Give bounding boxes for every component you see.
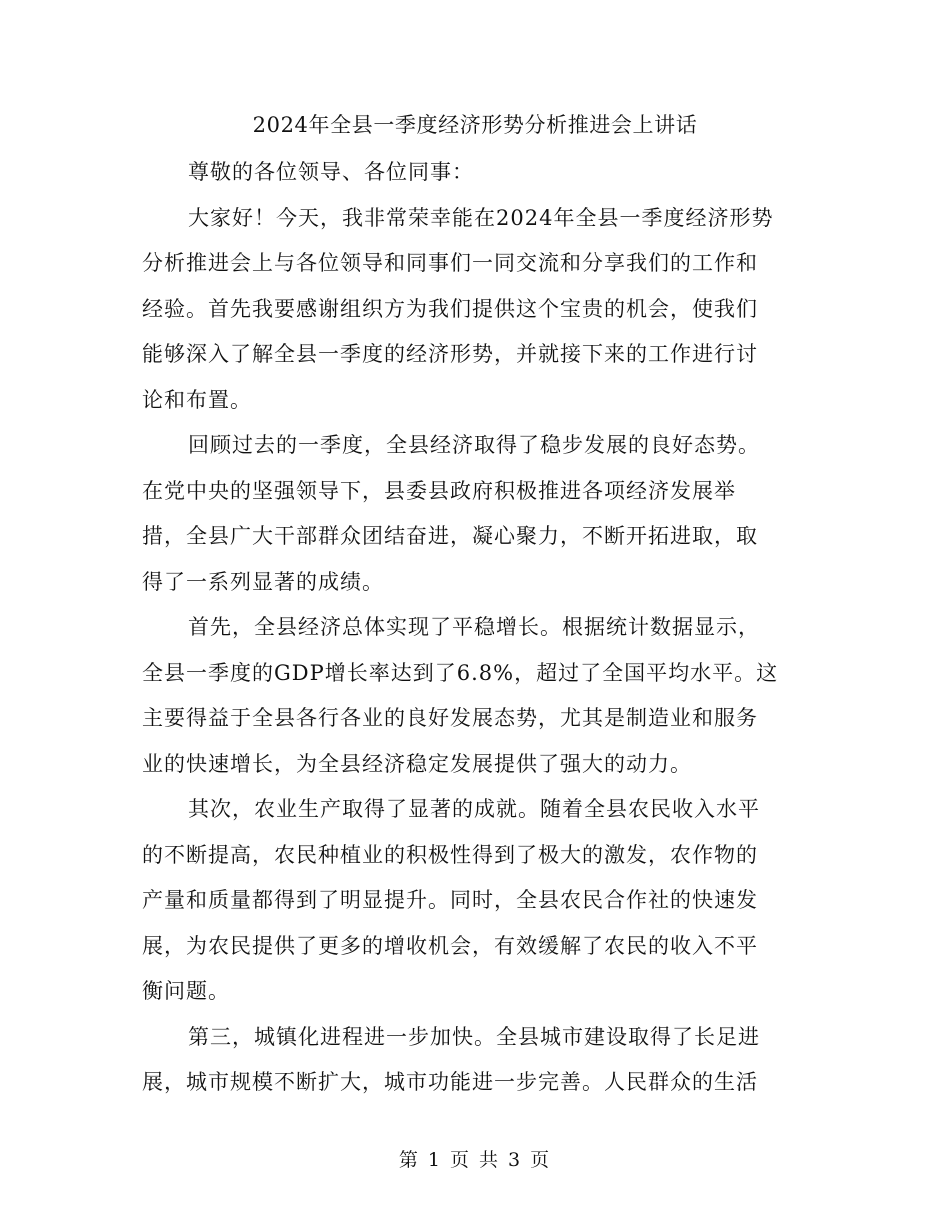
paragraph-line: 经验。首先我要感谢组织方为我们提供这个宝贵的机会，使我们	[142, 296, 758, 321]
paragraph-line: 产量和质量都得到了明显提升。同时，全县农民合作社的快速发	[142, 888, 758, 912]
paragraph-4	[142, 787, 807, 1015]
paragraph-line: 主要得益于全县各行各业的良好发展态势，尤其是制造业和服务	[142, 706, 758, 730]
paragraph-line: 分析推进会上与各位领导和同事们一同交流和分享我们的工作和	[142, 251, 758, 275]
paragraph-line: 展，为农民提供了更多的增收机会，有效缓解了农民的收入不平	[142, 933, 758, 958]
paragraph-line: 业的快速增长，为全县经济稳定发展提供了强大的动力。	[142, 751, 692, 776]
paragraph-line: 能够深入了解全县一季度的经济形势，并就接下来的工作进行讨	[142, 342, 758, 366]
paragraph-line: 大家好！今天，我非常荣幸能在2024年全县一季度经济形势	[188, 205, 774, 230]
paragraph-line: 的不断提高，农民种植业的积极性得到了极大的激发，农作物的	[142, 842, 758, 867]
paragraph-line: 第三，城镇化进程进一步加快。全县城市建设取得了长足进	[188, 1024, 760, 1049]
paragraph-line: 论和布置。	[142, 387, 252, 412]
salutation: 尊敬的各位领导、各位同事：	[188, 160, 474, 184]
paragraph-5	[142, 1015, 807, 1106]
paragraph-line: 措，全县广大干部群众团结奋进，凝心聚力，不断开拓进取，取	[142, 524, 758, 548]
page-number-footer: 第 1 页 共 3 页	[398, 1149, 552, 1171]
paragraph-line: 得了一系列显著的成绩。	[142, 569, 384, 594]
paragraph-line: 展，城市规模不断扩大，城市功能进一步完善。人民群众的生活	[142, 1070, 758, 1094]
paragraph-3	[142, 605, 807, 787]
paragraph-line: 其次，农业生产取得了显著的成就。随着全县农民收入水平	[188, 797, 760, 821]
paragraph-line: 回顾过去的一季度，全县经济取得了稳步发展的良好态势。	[188, 433, 760, 457]
document-body	[142, 150, 807, 1106]
paragraph-line: 首先，全县经济总体实现了平稳增长。根据统计数据显示，	[188, 615, 760, 639]
paragraph-1	[142, 196, 807, 424]
document-title: 2024年全县一季度经济形势分析推进会上讲话	[252, 113, 698, 137]
paragraph-line: 衡问题。	[142, 979, 230, 1003]
paragraph-line: 全县一季度的GDP增长率达到了6.8%，超过了全国平均水平。这	[142, 660, 779, 685]
paragraph-line: 在党中央的坚强领导下，县委县政府积极推进各项经济发展举	[142, 478, 736, 503]
paragraph-2	[142, 423, 807, 605]
